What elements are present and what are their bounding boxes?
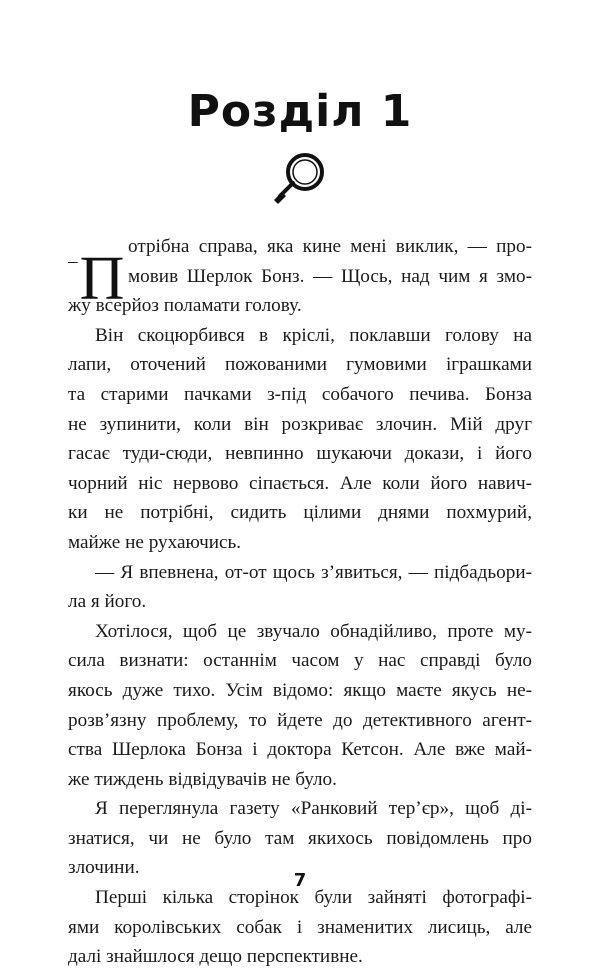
text-line: якось дуже тихо. Усім відомо: якщо маєте якусь не- [68,679,532,701]
text-line: — Я впевнена, от-от щось з’явиться, — підбадьори- [95,561,532,583]
text-line: ки не потрібні, сидить цілими днями похмурий, [68,502,532,524]
text-line: не зупинити, коли він розкриває злочин. Мій друг [68,413,532,435]
text-line: же тиждень відвідувачів не було. [68,768,337,790]
text-line: ства Шерлока Бонза і доктора Кетсон. Але вже май- [68,739,532,761]
chapter-text [68,232,532,972]
text-line: злочини. [68,857,140,879]
text-line: майже не рухаючись. [68,531,242,553]
text-line: лапи, оточений пожованими гумовими іграшками [68,354,532,376]
drop-cap [68,234,125,313]
text-line: та старими пачками з-під собачого печива. Бонза [68,383,532,405]
magnifying-glass-icon [268,148,332,208]
text-line: Перші кілька сторінок були зайняті фотографі- [95,887,532,909]
page-number: 7 [293,870,307,891]
chapter-title: Розділ 1 [187,86,413,137]
text-line: Хотілося, щоб це звучало обнадійливо, проте му- [95,620,532,642]
text-line: ями королівських собак і знаменитих лисиць, але [68,916,532,938]
text-line: гасає туди-сюди, невпинно шукаючи докази, і його [68,443,532,465]
text-line: розв’язну проблему, то йдете до детективного агент- [68,709,532,731]
text-line: сила визнати: останнім часом у нас справді було [68,650,532,672]
text-line: далі знайшлося дещо перспективне. [68,946,363,968]
dropcap-dash: – [68,251,78,272]
text-line: отрібна справа, яка кине мені виклик, — про- [128,236,532,257]
text-line: жу всерйоз поламати голову. [68,295,302,317]
text-line: ла я його. [68,591,147,613]
text-line: Він скоцюрбився в кріслі, поклавши голову на [95,324,532,346]
text-line: мовив Шерлок Бонз. — Щось, над чим я змо- [128,265,532,287]
text-line: знатися, чи не було там якихось повідомлень про [68,827,532,849]
text-line: Я переглянула газету «Ранковий тер’єр», щоб ді- [95,798,532,820]
text-line: чорний ніс нервово сіпається. Але коли його навич- [68,472,532,494]
dropcap-letter: П [79,245,125,313]
